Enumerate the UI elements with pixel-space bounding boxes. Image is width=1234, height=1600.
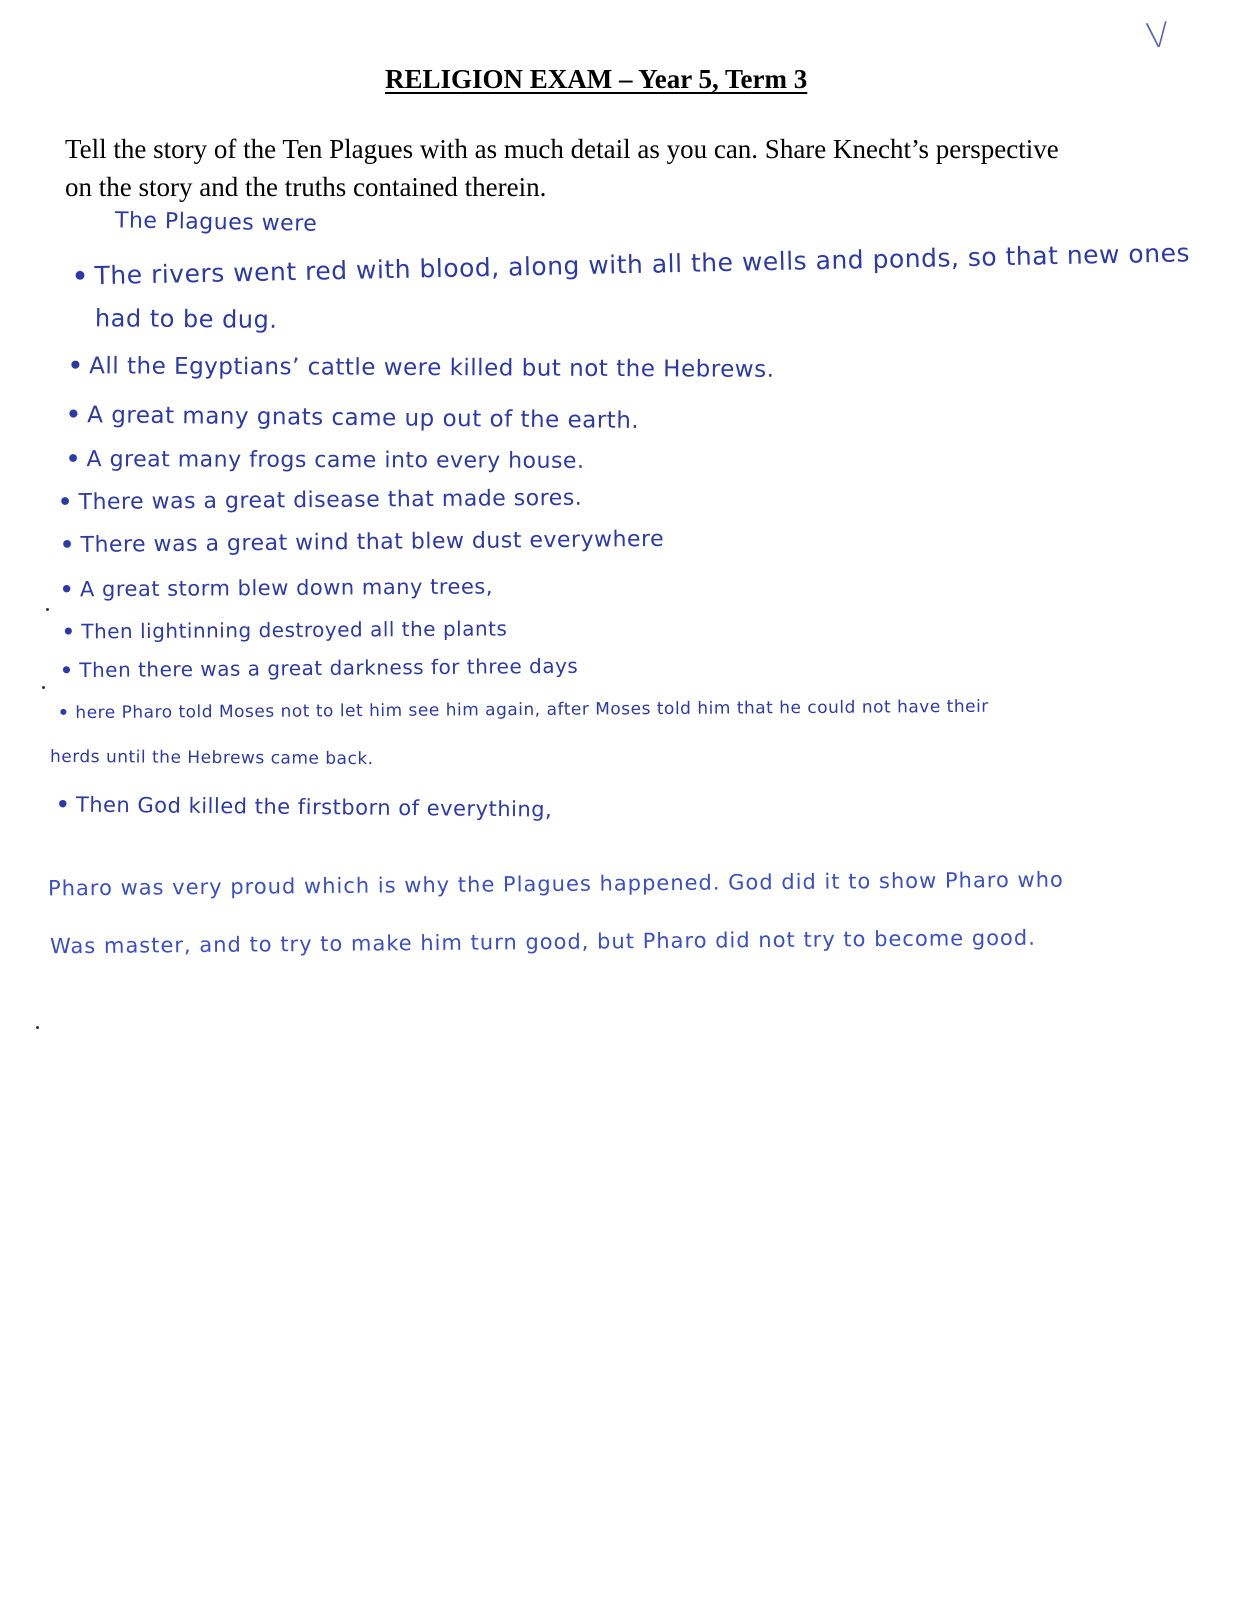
bullet-mark: • — [55, 792, 71, 817]
answer-line-text: here Pharo told Moses not to let him see him again, after Moses told him that he could not have their — [75, 696, 989, 724]
answer-line-text: herds until the Hebrews came back. — [49, 746, 374, 770]
answer-line-text: Then there was a great darkness for three days — [79, 653, 579, 683]
answer-line — [60, 527, 664, 558]
answer-intro: The Plagues were — [114, 208, 318, 237]
bullet-mark: • — [65, 401, 82, 429]
answer-line — [68, 353, 775, 383]
grade-mark: V — [1143, 14, 1172, 58]
answer-line — [56, 792, 552, 821]
bullet-mark: • — [71, 261, 89, 291]
answer-line — [95, 304, 278, 334]
bullet-mark: • — [65, 447, 81, 473]
answer-line-text: The rivers went red with blood, along with all the wells and ponds, so that new ones — [94, 238, 1191, 291]
margin-dot — [46, 608, 49, 611]
answer-line-text: A great storm blew down many trees, — [79, 574, 494, 602]
answer-line — [58, 486, 582, 516]
answer-line — [50, 747, 374, 769]
bullet-mark: • — [61, 619, 76, 644]
answer-line-text: There was a great disease that made sores. — [78, 485, 583, 516]
bullet-mark: • — [59, 533, 75, 559]
answer-line-text: Then God killed the firstborn of everything, — [75, 792, 553, 822]
bullet-mark: • — [57, 490, 73, 516]
closing-line: Was master, and to try to make him turn good, but Pharo did not try to become good. — [49, 925, 1036, 959]
answer-line — [66, 447, 585, 474]
answer-line — [60, 654, 579, 683]
answer-line-text: had to be dug. — [94, 304, 278, 334]
margin-dot — [36, 1026, 39, 1029]
bullet-mark: • — [59, 658, 74, 683]
closing-line: Pharo was very proud which is why the Plagues happened. God did it to show Pharo who — [47, 867, 1064, 901]
answer-line — [66, 402, 639, 434]
answer-line — [72, 238, 1190, 290]
answer-line — [58, 697, 989, 723]
answer-line-text: A great many frogs came into every house. — [86, 447, 585, 474]
exam-prompt: Tell the story of the Ten Plagues with as much detail as you can. Share Knecht’s perspective on the story and the truths contained therein. — [65, 134, 1059, 202]
margin-dot — [42, 686, 45, 689]
answer-line-text: All the Egyptians’ cattle were killed but not the Hebrews. — [89, 353, 775, 383]
answer-line — [62, 616, 508, 643]
answer-line — [60, 574, 493, 601]
bullet-mark: • — [59, 577, 75, 602]
bullet-mark: • — [67, 353, 84, 380]
answer-line-text: There was a great wind that blew dust everywhere — [80, 526, 665, 558]
bullet-mark: • — [57, 703, 70, 724]
exam-title: RELIGION EXAM – Year 5, Term 3 — [385, 64, 808, 94]
answer-line-text: A great many gnats came up out of the earth. — [87, 402, 640, 435]
answer-line-text: Then lightinning destroyed all the plants — [81, 616, 508, 644]
